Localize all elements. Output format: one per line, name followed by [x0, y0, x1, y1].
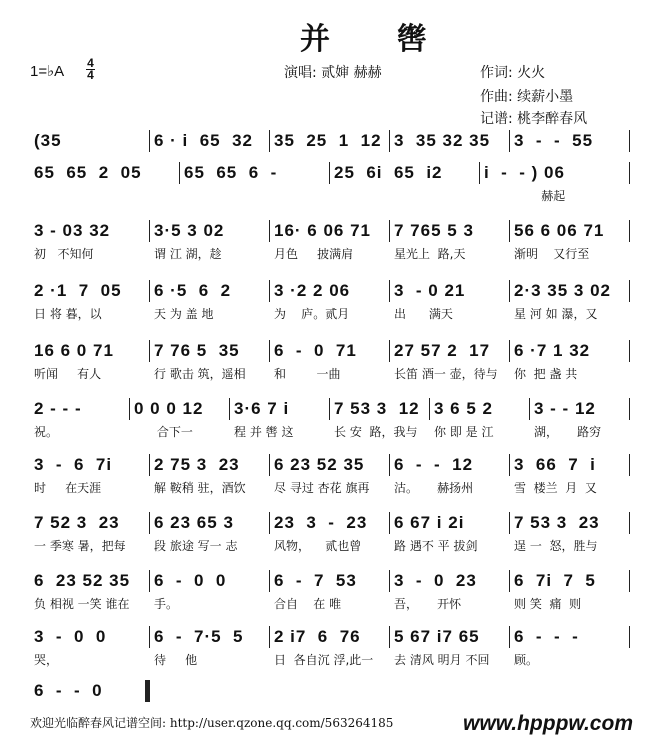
- score-row: [30, 510, 630, 554]
- measure-lyric: 听闻 有人: [34, 367, 102, 381]
- measure-lyric: 路 遇不 平 拔剑: [394, 539, 478, 553]
- measure-notes: 3 ·2 2 06: [274, 281, 351, 300]
- measure-notes: 7 52 3 23: [34, 513, 120, 532]
- score-row: [30, 568, 630, 612]
- measure-notes: 6 - 0 71: [274, 341, 357, 360]
- measure-lyric: 赫起: [484, 189, 566, 203]
- measure: [130, 396, 229, 440]
- measure: [390, 624, 509, 668]
- meter-top: 4: [87, 56, 94, 70]
- measure-notes: 3 - 0 0: [34, 627, 107, 646]
- measure: [330, 160, 479, 204]
- barline: [629, 626, 631, 648]
- measure-notes: 3 66 7 i: [514, 455, 596, 474]
- measure-lyric: 去 清风 明月 不回: [394, 653, 490, 667]
- composer-credit: 作曲: 续薪小墨: [480, 89, 574, 105]
- barline: [629, 220, 631, 242]
- measure-lyric: 合下一: [134, 425, 193, 439]
- footer-text: 欢迎光临醉春风记谱空间: http://user.qzone.qq.com/563264185: [30, 716, 394, 730]
- measure-notes: 3 6 5 2: [434, 399, 493, 418]
- measure-notes: 3 - - 55: [514, 131, 594, 150]
- measure: [30, 452, 149, 496]
- measure-notes: 0 0 0 12: [134, 399, 204, 418]
- score-row: [30, 338, 630, 382]
- measure-notes: 6 - - 0: [34, 681, 103, 700]
- measure-notes: 2·3 35 3 02: [514, 281, 612, 300]
- barline: [629, 280, 631, 302]
- score-row: [30, 452, 630, 496]
- measure: [150, 624, 269, 668]
- measure: [180, 160, 329, 204]
- barline: [629, 130, 631, 152]
- measure-notes: 3 - 6 7i: [34, 455, 113, 474]
- measure: [270, 452, 389, 496]
- measure-notes: 3 35 32 35: [394, 131, 491, 150]
- barline: [629, 162, 631, 184]
- measure: [510, 218, 629, 262]
- measure-notes: 7 53 3 23: [514, 513, 600, 532]
- measure: [230, 396, 329, 440]
- measure-lyric: 渐明 又行至: [514, 247, 590, 261]
- measure: [270, 338, 389, 382]
- score-row: [30, 218, 630, 262]
- measure: [530, 396, 629, 440]
- measure-lyric: 段 旅途 写一 志: [154, 539, 238, 553]
- barline: [629, 512, 631, 534]
- measure-lyric: 日 将 暮，以: [34, 307, 102, 321]
- measure: [30, 160, 179, 204]
- song-title: 并 辔: [300, 22, 455, 57]
- measure-notes: 6 - 7·5 5: [154, 627, 244, 646]
- measure-lyric: 则 笑 痛 则: [514, 597, 582, 611]
- measure: [510, 338, 629, 382]
- measure: [510, 510, 629, 554]
- measure-notes: 2 75 3 23: [154, 455, 240, 474]
- measure-notes: 25 6i 65 i2: [334, 163, 443, 182]
- measure: [30, 510, 149, 554]
- measure-lyric: 和 一曲: [274, 367, 341, 381]
- measure-lyric: 负 相视 一笑 谁在: [34, 597, 130, 611]
- measure-notes: 3 - 03 32: [34, 221, 111, 240]
- measure-notes: 5 67 i7 65: [394, 627, 480, 646]
- measure-lyric: [334, 188, 475, 204]
- measure-lyric: 程 并 辔 这: [234, 425, 294, 439]
- measure-lyric: 你 把 盏 共: [514, 367, 578, 381]
- watermark-logo: www.hpppw.com: [463, 712, 633, 735]
- measure-notes: 6 ·5 6 2: [154, 281, 232, 300]
- measure: [510, 452, 629, 496]
- measure-lyric: 湖， 路穷: [534, 425, 602, 439]
- measure-lyric: 出 满天: [394, 307, 453, 321]
- measure-notes: 7 765 5 3: [394, 221, 474, 240]
- measure-lyric: 初 不知何: [34, 247, 94, 261]
- measure: [30, 278, 149, 322]
- meter-bottom: 4: [87, 68, 94, 82]
- measure-lyric: 尽 寻过 杏花 旗再: [274, 481, 370, 495]
- measure: [270, 218, 389, 262]
- measure: [390, 452, 509, 496]
- measure: [150, 510, 269, 554]
- measure-notes: 6 23 52 35: [34, 571, 131, 590]
- measure-notes: 6 - 7 53: [274, 571, 357, 590]
- measure-notes: 56 6 06 71: [514, 221, 605, 240]
- measure-notes: 16 6 0 71: [34, 341, 114, 360]
- measure: [480, 160, 629, 204]
- barline: [629, 454, 631, 476]
- measure-lyric: 雪 楼兰 月 又: [514, 481, 597, 495]
- measure: [30, 218, 149, 262]
- measure-notes: 6 - - -: [514, 627, 579, 646]
- measure: [270, 510, 389, 554]
- measure-lyric: [184, 188, 325, 204]
- measure-lyric: 合自 在 唯: [274, 597, 342, 611]
- measure-notes: 65 65 6 -: [184, 163, 278, 182]
- measure-notes: 7 53 3 12: [334, 399, 420, 418]
- measure: [150, 452, 269, 496]
- measure-notes: 3 - - 12: [534, 399, 596, 418]
- measure-notes: 2 i7 6 76: [274, 627, 361, 646]
- measure-lyric: 月色 披满肩: [274, 247, 354, 261]
- measure-notes: 6 - 0 0: [154, 571, 227, 590]
- measure-notes: 6 23 65 3: [154, 513, 234, 532]
- measure-notes: 35 25 1 12: [274, 131, 382, 150]
- score-row: [30, 278, 630, 322]
- measure-notes: 6 67 i 2i: [394, 513, 465, 532]
- measure-lyric: 长笛 酒一 壶，待与: [394, 367, 498, 381]
- measure: [510, 624, 629, 668]
- key-signature: 1=♭A: [30, 63, 65, 80]
- measure: [30, 338, 149, 382]
- measure-notes: 6 23 52 35: [274, 455, 365, 474]
- singer-credit: 演唱: 贰婶 赫赫: [284, 65, 382, 81]
- measure-lyric: 时 在天涯: [34, 481, 102, 495]
- measure-lyric: 谓 江 湖，趁: [154, 247, 222, 261]
- measure-lyric: 为 庐。贰月: [274, 307, 350, 321]
- measure: [270, 624, 389, 668]
- measure-lyric: 星光上 路,天: [394, 247, 466, 261]
- measure-notes: 3 - 0 21: [394, 281, 466, 300]
- measure: [390, 218, 509, 262]
- measure-notes: 23 3 - 23: [274, 513, 368, 532]
- barline: [629, 570, 631, 592]
- measure-notes: 16· 6 06 71: [274, 221, 372, 240]
- measure-notes: 27 57 2 17: [394, 341, 491, 360]
- measure-notes: i - - ) 06: [484, 163, 565, 182]
- measure-notes: 7 76 5 35: [154, 341, 240, 360]
- score-row: [30, 624, 630, 668]
- measure-lyric: 一 季寒 暑，把每: [34, 539, 126, 553]
- measure-notes: 2 - - -: [34, 399, 82, 418]
- measure-lyric: 逞 一 怒，胜与: [514, 539, 598, 553]
- measure-lyric: 哭，: [34, 653, 59, 667]
- score-row: [30, 396, 630, 440]
- measure-lyric: [34, 188, 175, 204]
- measure-lyric: 长 安 路，我与: [334, 425, 418, 439]
- measure-lyric: 你 即 是 江: [434, 425, 494, 439]
- measure: [330, 396, 429, 440]
- measure: [390, 338, 509, 382]
- measure: [30, 396, 129, 440]
- measure: [270, 278, 389, 322]
- measure: [150, 568, 269, 612]
- score-row: [30, 160, 630, 204]
- measure: [390, 568, 509, 612]
- measure-lyric: 吾， 开怀: [394, 597, 462, 611]
- measure: [390, 510, 509, 554]
- measure: [390, 278, 509, 322]
- measure: [270, 568, 389, 612]
- measure-notes: 2 ·1 7 05: [34, 281, 122, 300]
- measure-lyric: 祝。: [34, 425, 59, 439]
- measure-lyric: 手。: [154, 597, 179, 611]
- measure: [30, 568, 149, 612]
- measure-lyric: 解 鞍稍 驻，酒饮: [154, 481, 246, 495]
- barline: [629, 398, 631, 420]
- measure-notes: 6 · i 65 32: [154, 131, 253, 150]
- measure: [150, 338, 269, 382]
- measure: [150, 218, 269, 262]
- measure: [430, 396, 529, 440]
- measure: [30, 624, 149, 668]
- barline: [629, 340, 631, 362]
- measure-notes: 3·5 3 02: [154, 221, 225, 240]
- measure-lyric: 待 他: [154, 653, 198, 667]
- measure-notes: 65 65 2 05: [34, 163, 142, 182]
- measure-notes: 6 7i 7 5: [514, 571, 596, 590]
- measure-lyric: 日 各自沉 浮,此一: [274, 653, 374, 667]
- measure-lyric: 沽。 赫扬州: [394, 481, 474, 495]
- measure: [510, 278, 629, 322]
- measure-lyric: 顾。: [514, 653, 539, 667]
- measure-lyric: 行 歌击 筑，遥相: [154, 367, 246, 381]
- measure-notes: 6 ·7 1 32: [514, 341, 591, 360]
- final-barline: [145, 680, 150, 702]
- measure-notes: 3·6 7 i: [234, 399, 290, 418]
- measure-notes: 6 - - 12: [394, 455, 474, 474]
- measure-lyric: 风物， 贰也曾: [274, 539, 362, 553]
- lyricist-credit: 作词: 火火: [480, 65, 546, 81]
- measure-lyric: 天 为 盖 地: [154, 307, 214, 321]
- transcriber-credit: 记谱: 桃李醉春风: [480, 111, 588, 127]
- measure: [510, 568, 629, 612]
- measure-notes: (35: [34, 131, 62, 150]
- measure-notes: 3 - 0 23: [394, 571, 477, 590]
- time-signature: [86, 58, 95, 81]
- measure: [150, 278, 269, 322]
- measure-lyric: 星 河 如 瀑，又: [514, 307, 598, 321]
